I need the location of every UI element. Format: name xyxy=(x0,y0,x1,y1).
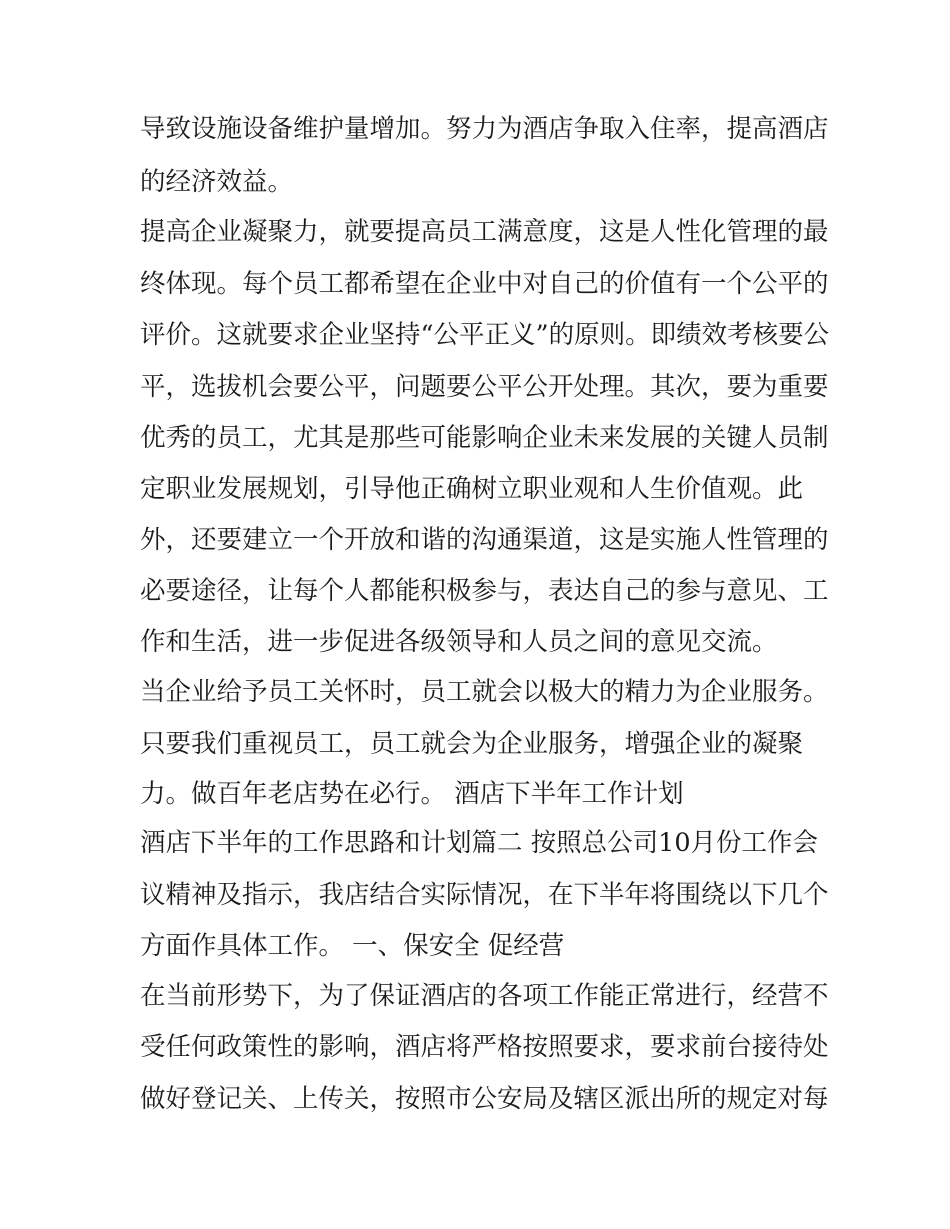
text-line: 外，还要建立一个开放和谐的沟通渠道，这是实施人性管理的 xyxy=(140,525,829,555)
text-line: 当企业给予员工关怀时，员工就会以极大的精力为企业服务。 xyxy=(140,677,829,707)
text-line: 在当前形势下，为了保证酒店的各项工作能正常进行，经营不 xyxy=(140,981,829,1011)
text-line: 做好登记关、上传关，按照市公安局及辖区派出所的规定对每 xyxy=(140,1084,829,1114)
text-line: 优秀的员工，尤其是那些可能影响企业未来发展的关键人员制 xyxy=(140,423,829,453)
text-line: 作和生活，进一步促进各级领导和人员之间的意见交流。 xyxy=(140,627,778,657)
text-line: 必要途径，让每个人都能积极参与，表达自己的参与意见、工 xyxy=(140,576,829,606)
text-line: 只要我们重视员工，员工就会为企业服务，增强企业的凝聚 xyxy=(140,729,804,759)
text-line: 受任何政策性的影响，酒店将严格按照要求，要求前台接待处 xyxy=(140,1032,829,1062)
text-line: 平，选拔机会要公平，问题要公平公开处理。其次，要为重要 xyxy=(140,372,829,402)
text-line: 议精神及指示，我店结合实际情况，在下半年将围绕以下几个 xyxy=(140,880,829,910)
text-line: 定职业发展规划，引导他正确树立职业观和人生价值观。此 xyxy=(140,474,804,504)
text-line: 力。做百年老店势在必行。 酒店下半年工作计划 xyxy=(140,779,684,809)
text-line: 评价。这就要求企业坚持“公平正义”的原则。即绩效考核要公 xyxy=(140,320,830,350)
text-line: 终体现。每个员工都希望在企业中对自己的价值有一个公平的 xyxy=(140,269,829,299)
text-line: 导致设施设备维护量增加。努力为酒店争取入住率，提高酒店 xyxy=(140,114,829,144)
text-line: 酒店下半年的工作思路和计划篇二 按照总公司10月份工作会 xyxy=(140,828,819,858)
text-line: 提高企业凝聚力，就要提高员工满意度，这是人性化管理的最 xyxy=(140,217,829,247)
text-line: 的经济效益。 xyxy=(140,167,294,197)
text-line: 方面作具体工作。 一、保安全 促经营 xyxy=(140,931,565,961)
